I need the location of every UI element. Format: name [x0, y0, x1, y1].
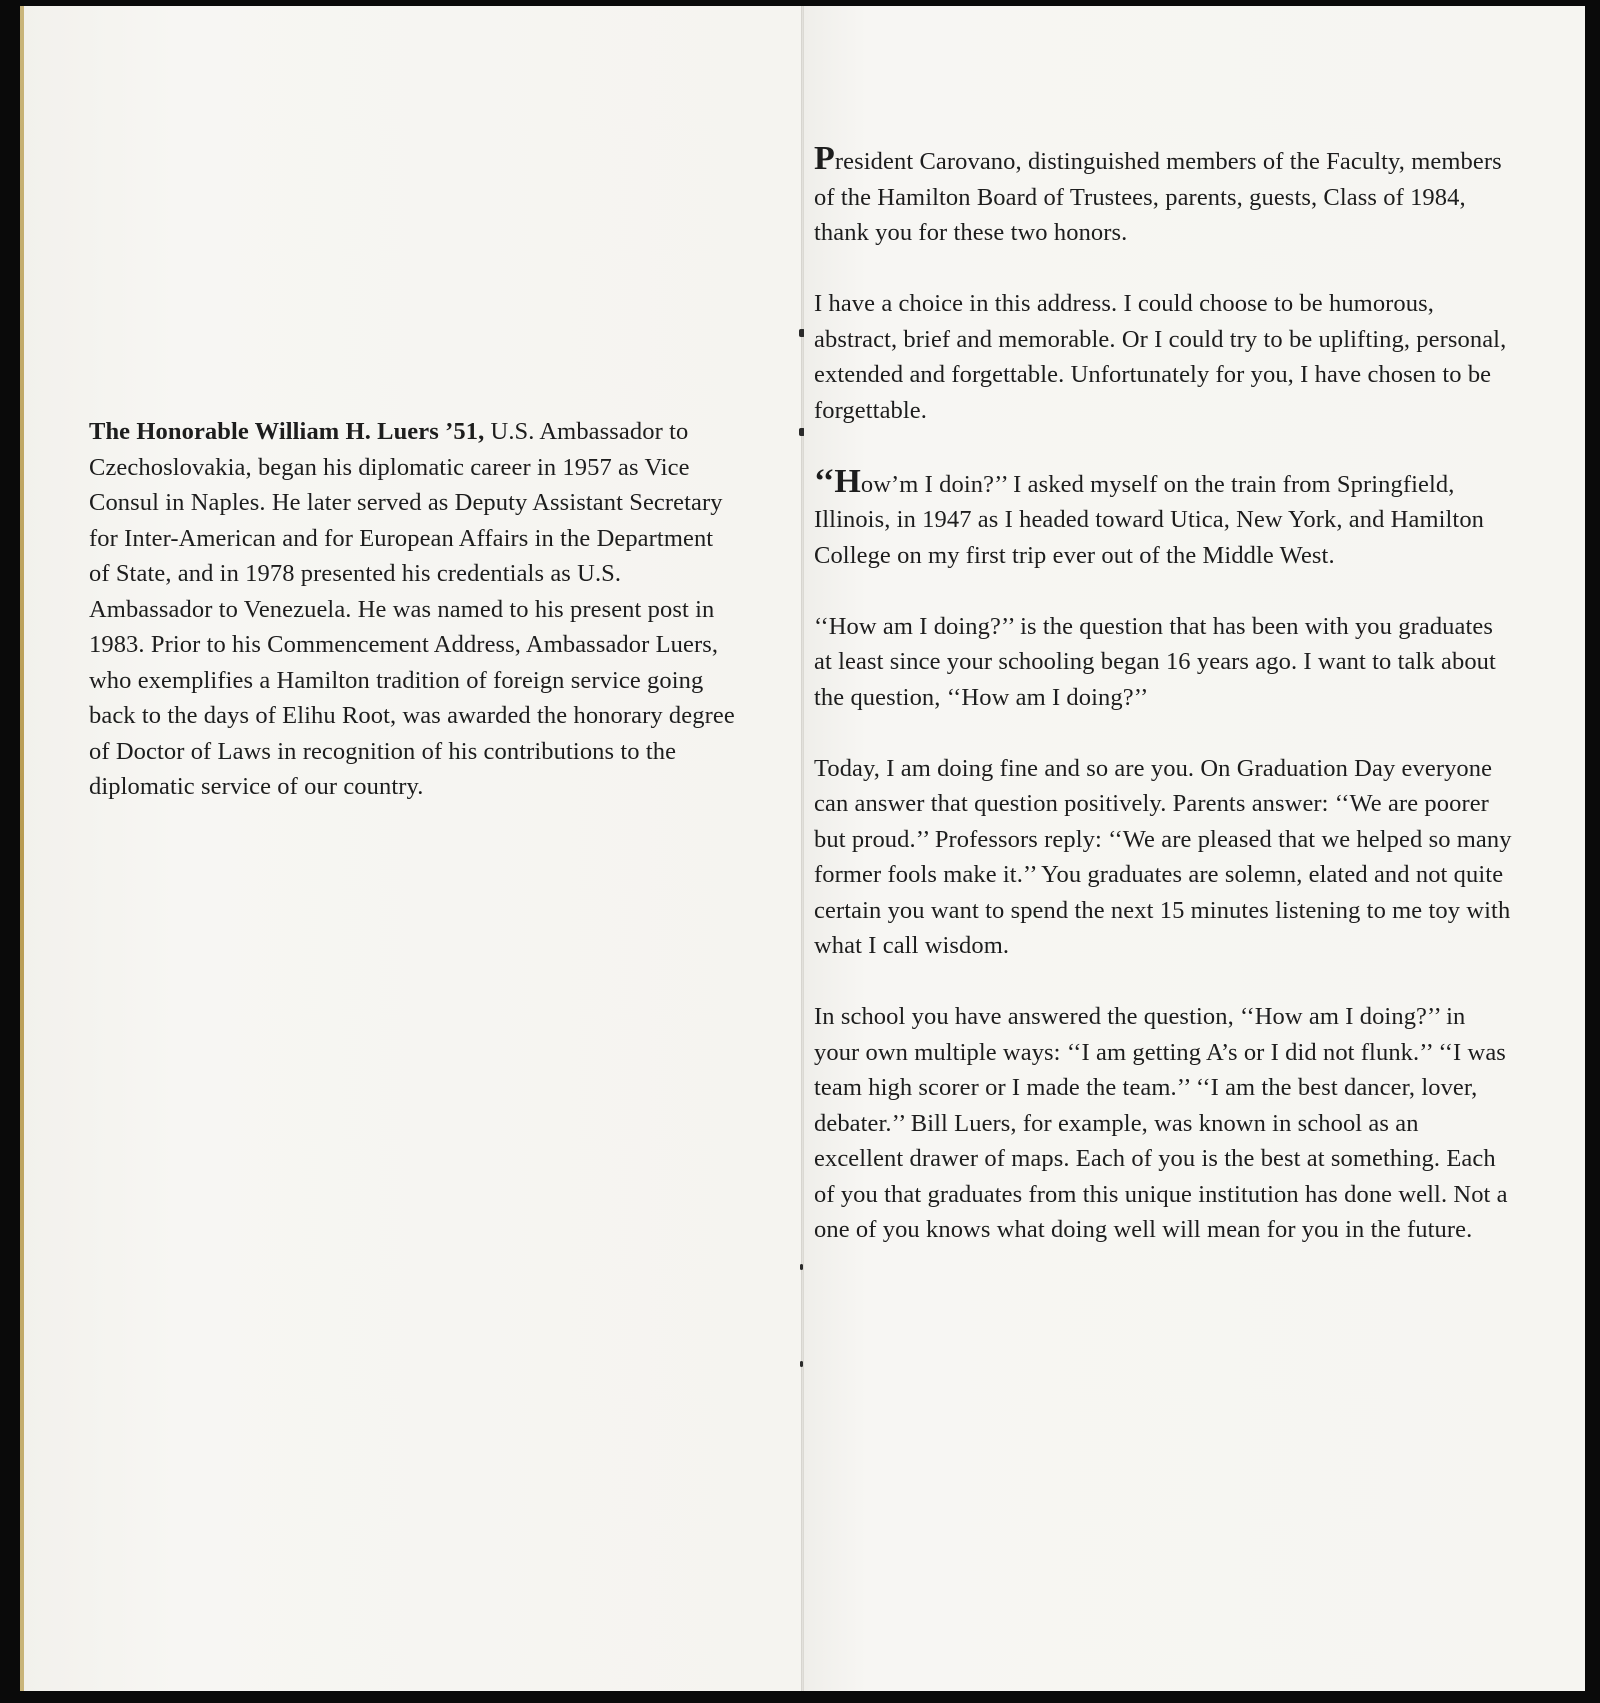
initial-letter: P: [814, 140, 835, 177]
biography-paragraph: [89, 414, 739, 805]
address-text: [814, 141, 1514, 1283]
left-page: [20, 6, 803, 1691]
address-paragraph: I have a choice in this address. I could choose to be humorous, abstract, brief and memorable. Or I could try to be uplifting, personal, extended and forgettable. Unfortunately for you, I have chosen to be forgettable.: [814, 290, 1507, 424]
address-paragraph: ‘‘How’m I doin?’’ I asked myself on the train from Springfield, Illinois, in 1947 as I headed toward Utica, New York, and Hamilton College on my first trip ever out of the Middle West.: [814, 462, 1485, 569]
address-paragraph: ‘‘How am I doing?’’ is the question that has been with you graduates at least since your schooling began 16 years ago. I want to talk about the question, ‘‘How am I doing?’’: [814, 612, 1496, 711]
staple-mark: [800, 1264, 803, 1270]
biography-text: U.S. Ambassador to Czechoslovakia, began his diplomatic career in 1957 as Vice Consul in Naples. He later served as Deputy Assistant Secretary for Inter-American and for European Affairs in the Department of State, and in 1978 presented his credentials as U.S. Ambassador to Venezuela. He was named to his present post in 1983. Prior to his Commencement Address, Ambassador Luers, who exemplifies a Hamilton tradition of foreign service going back to the days of Elihu Root, was awarded the honorary degree of Doctor of Laws in recognition of his contributions to the diplomatic service of our country.: [89, 418, 735, 800]
staple-mark: [800, 1361, 803, 1367]
biography-block: [89, 414, 739, 805]
address-paragraph: Today, I am doing fine and so are you. On Graduation Day everyone can answer that question positively. Parents answer: ‘‘We are poorer but proud.’’ Professors reply: ‘‘We are pleased that we helped so many former fools make it.’’ You graduates are solemn, elated and not quite certain you want to spend the next 15 minutes listening to me toy with what I call wisdom.: [814, 754, 1512, 959]
address-paragraph: President Carovano, distinguished members of the Faculty, members of the Hamilton Board of Trustees, parents, guests, Class of 1984, thank you for these two honors.: [814, 140, 1502, 246]
address-paragraph: In school you have answered the question, ‘‘How am I doing?’’ in your own multiple ways: ‘‘I am getting A’s or I did not flunk.’’ ‘‘I was team high scorer or I made the team.’’ ‘‘I am the best dancer, lover, debater.’’ Bill Luers, for example, was known in school as an excellent drawer of maps. Each of you is the best at something. Each of you that graduates from this unique institution has done well. Not a one of you knows what doing well will mean for you in the future.: [814, 1003, 1508, 1243]
initial-letter: ‘‘H: [814, 462, 861, 500]
booklet-spread: [20, 6, 1585, 1691]
page-edge: [20, 6, 24, 1691]
honoree-name: The Honorable William H. Luers ’51,: [89, 418, 485, 445]
